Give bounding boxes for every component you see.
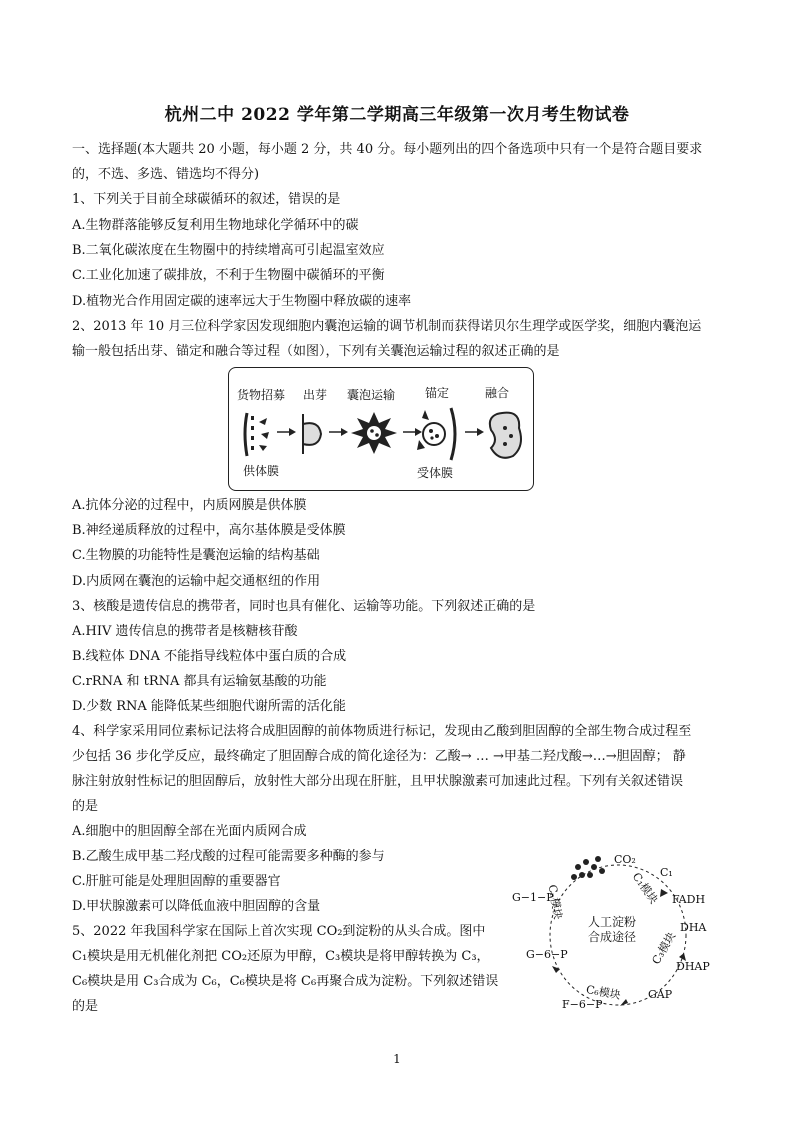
stage-anchor-label: 锚定 — [425, 386, 450, 400]
q1-stem: 1、下列关于目前全球碳循环的叙述，错误的是 — [72, 192, 341, 207]
q4-option-d: D.甲状腺激素可以降低血液中胆固醇的含量 — [72, 899, 321, 914]
cycle-gap-label: GAP — [648, 988, 673, 1001]
q4-option-a: A.细胞中的胆固醇全部在光面内质网合成 — [72, 824, 307, 839]
q1-option-b: B.二氧化碳浓度在生物圈中的持续增高可引起温室效应 — [72, 243, 385, 258]
cycle-fadh-label: FADH — [672, 893, 706, 906]
cycle-cn-module-label: Cₙ模块 — [545, 883, 565, 921]
q4-option-c: C.肝脏可能是处理胆固醇的重要器官 — [72, 874, 281, 889]
q5-stem-line2: C₁模块是用无机催化剂把 CO₂还原为甲醇，C₃模块是将甲醇转换为 C₃， — [72, 949, 490, 964]
receptor-membrane-label: 受体膜 — [417, 466, 454, 480]
cycle-g1p-label: G−1−P — [512, 891, 554, 904]
q4-stem-line2: 少包括 36 步化学反应，最终确定了胆固醇合成的简化途径为：乙酸→ … →甲基二羟戊酸→…→胆固醇； 静 — [72, 749, 686, 764]
stage-transport-label: 囊泡运输 — [347, 388, 396, 402]
q1-option-a: A.生物群落能够反复利用生物地球化学循环中的碳 — [72, 218, 359, 233]
q3-stem: 3、核酸是遗传信息的携带者，同时也具有催化、运输等功能。下列叙述正确的是 — [72, 599, 536, 614]
cycle-co2-label: CO₂ — [614, 853, 636, 866]
cycle-dha-label: DHA — [680, 921, 707, 934]
q3-option-b: B.线粒体 DNA 不能指导线粒体中蛋白质的合成 — [72, 649, 347, 664]
q4-option-b: B.乙酸生成甲基二羟戊酸的过程可能需要多种酶的参与 — [72, 849, 385, 864]
cycle-center-line2: 合成途径 — [588, 930, 637, 944]
q4-stem-line4: 的是 — [72, 799, 99, 814]
section-intro-line1: 一、选择题(本大题共 20 小题，每小题 2 分，共 40 分。每小题列出的四个备选项中只有一个是符合题目要求 — [72, 142, 703, 157]
cycle-dhap-label: DHAP — [676, 960, 710, 973]
cycle-f6p-label: F−6−P — [562, 998, 603, 1011]
q2-option-b: B.神经递质释放的过程中，高尔基体膜是受体膜 — [72, 523, 346, 538]
q2-option-a: A.抗体分泌的过程中，内质网膜是供体膜 — [72, 498, 307, 513]
q1-option-c: C.工业化加速了碳排放，不利于生物圈中碳循环的平衡 — [72, 268, 385, 283]
q5-stem-line3: C₆模块是用 C₃合成为 C₆，C₆模块是将 C₆再聚合成为淀粉。下列叙述错误 — [72, 974, 499, 989]
q2-option-d: D.内质网在囊泡的运输中起交通枢纽的作用 — [72, 574, 321, 589]
q5-stem-line1: 5、2022 年我国科学家在国际上首次实现 CO₂到淀粉的从头合成。图中 — [72, 924, 486, 939]
q1-option-d: D.植物光合作用固定碳的速率远大于生物圈中释放碳的速率 — [72, 294, 412, 309]
vesicle-transport-diagram — [228, 367, 534, 491]
q2-stem-line2: 输一般包括出芽、锚定和融合等过程（如图），下列有关囊泡运输过程的叙述正确的是 — [72, 344, 560, 359]
cycle-c1-module-label: C₁模块 — [629, 870, 661, 907]
stage-cargo-recruit-label: 货物招募 — [237, 388, 286, 402]
stage-fusion-label: 融合 — [485, 386, 510, 400]
cycle-c3-module-label: C₃模块 — [649, 929, 679, 967]
q3-option-d: D.少数 RNA 能降低某些细胞代谢所需的活化能 — [72, 699, 346, 714]
vesicle-diagram-art — [229, 368, 535, 492]
cycle-c6-module-label: C₆模块 — [585, 983, 622, 1002]
page-number: 1 — [393, 1052, 401, 1066]
q3-option-a: A.HIV 遗传信息的携带者是核糖核苷酸 — [72, 624, 298, 639]
q4-stem-line1: 4、科学家采用同位素标记法将合成胆固醇的前体物质进行标记，发现由乙酸到胆固醇的全部生物合成过程至 — [72, 724, 692, 739]
q4-stem-line3: 脉注射放射性标记的胆固醇后，放射性大部分出现在肝脏，且甲状腺激素可加速此过程。下列有关叙述错误 — [72, 774, 684, 789]
cycle-center-line1: 人工淀粉 — [588, 915, 637, 929]
section-intro-line2: 的，不选、多选、错选均不得分) — [72, 167, 260, 182]
page-title: 杭州二中 2022 学年第二学期高三年级第一次月考生物试卷 — [164, 105, 630, 125]
q2-option-c: C.生物膜的功能特性是囊泡运输的结构基础 — [72, 548, 320, 563]
donor-membrane-label: 供体膜 — [243, 464, 280, 478]
cycle-g6p-label: G−6−P — [526, 948, 568, 961]
q5-stem-line4: 的是 — [72, 999, 99, 1014]
cycle-c1-label: C₁ — [660, 866, 673, 879]
stage-budding-label: 出芽 — [303, 388, 328, 402]
q3-option-c: C.rRNA 和 tRNA 都具有运输氨基酸的功能 — [72, 674, 327, 689]
q2-stem-line1: 2、2013 年 10 月三位科学家因发现细胞内囊泡运输的调节机制而获得诺贝尔生理学或医学奖，细胞内囊泡运 — [72, 319, 702, 334]
